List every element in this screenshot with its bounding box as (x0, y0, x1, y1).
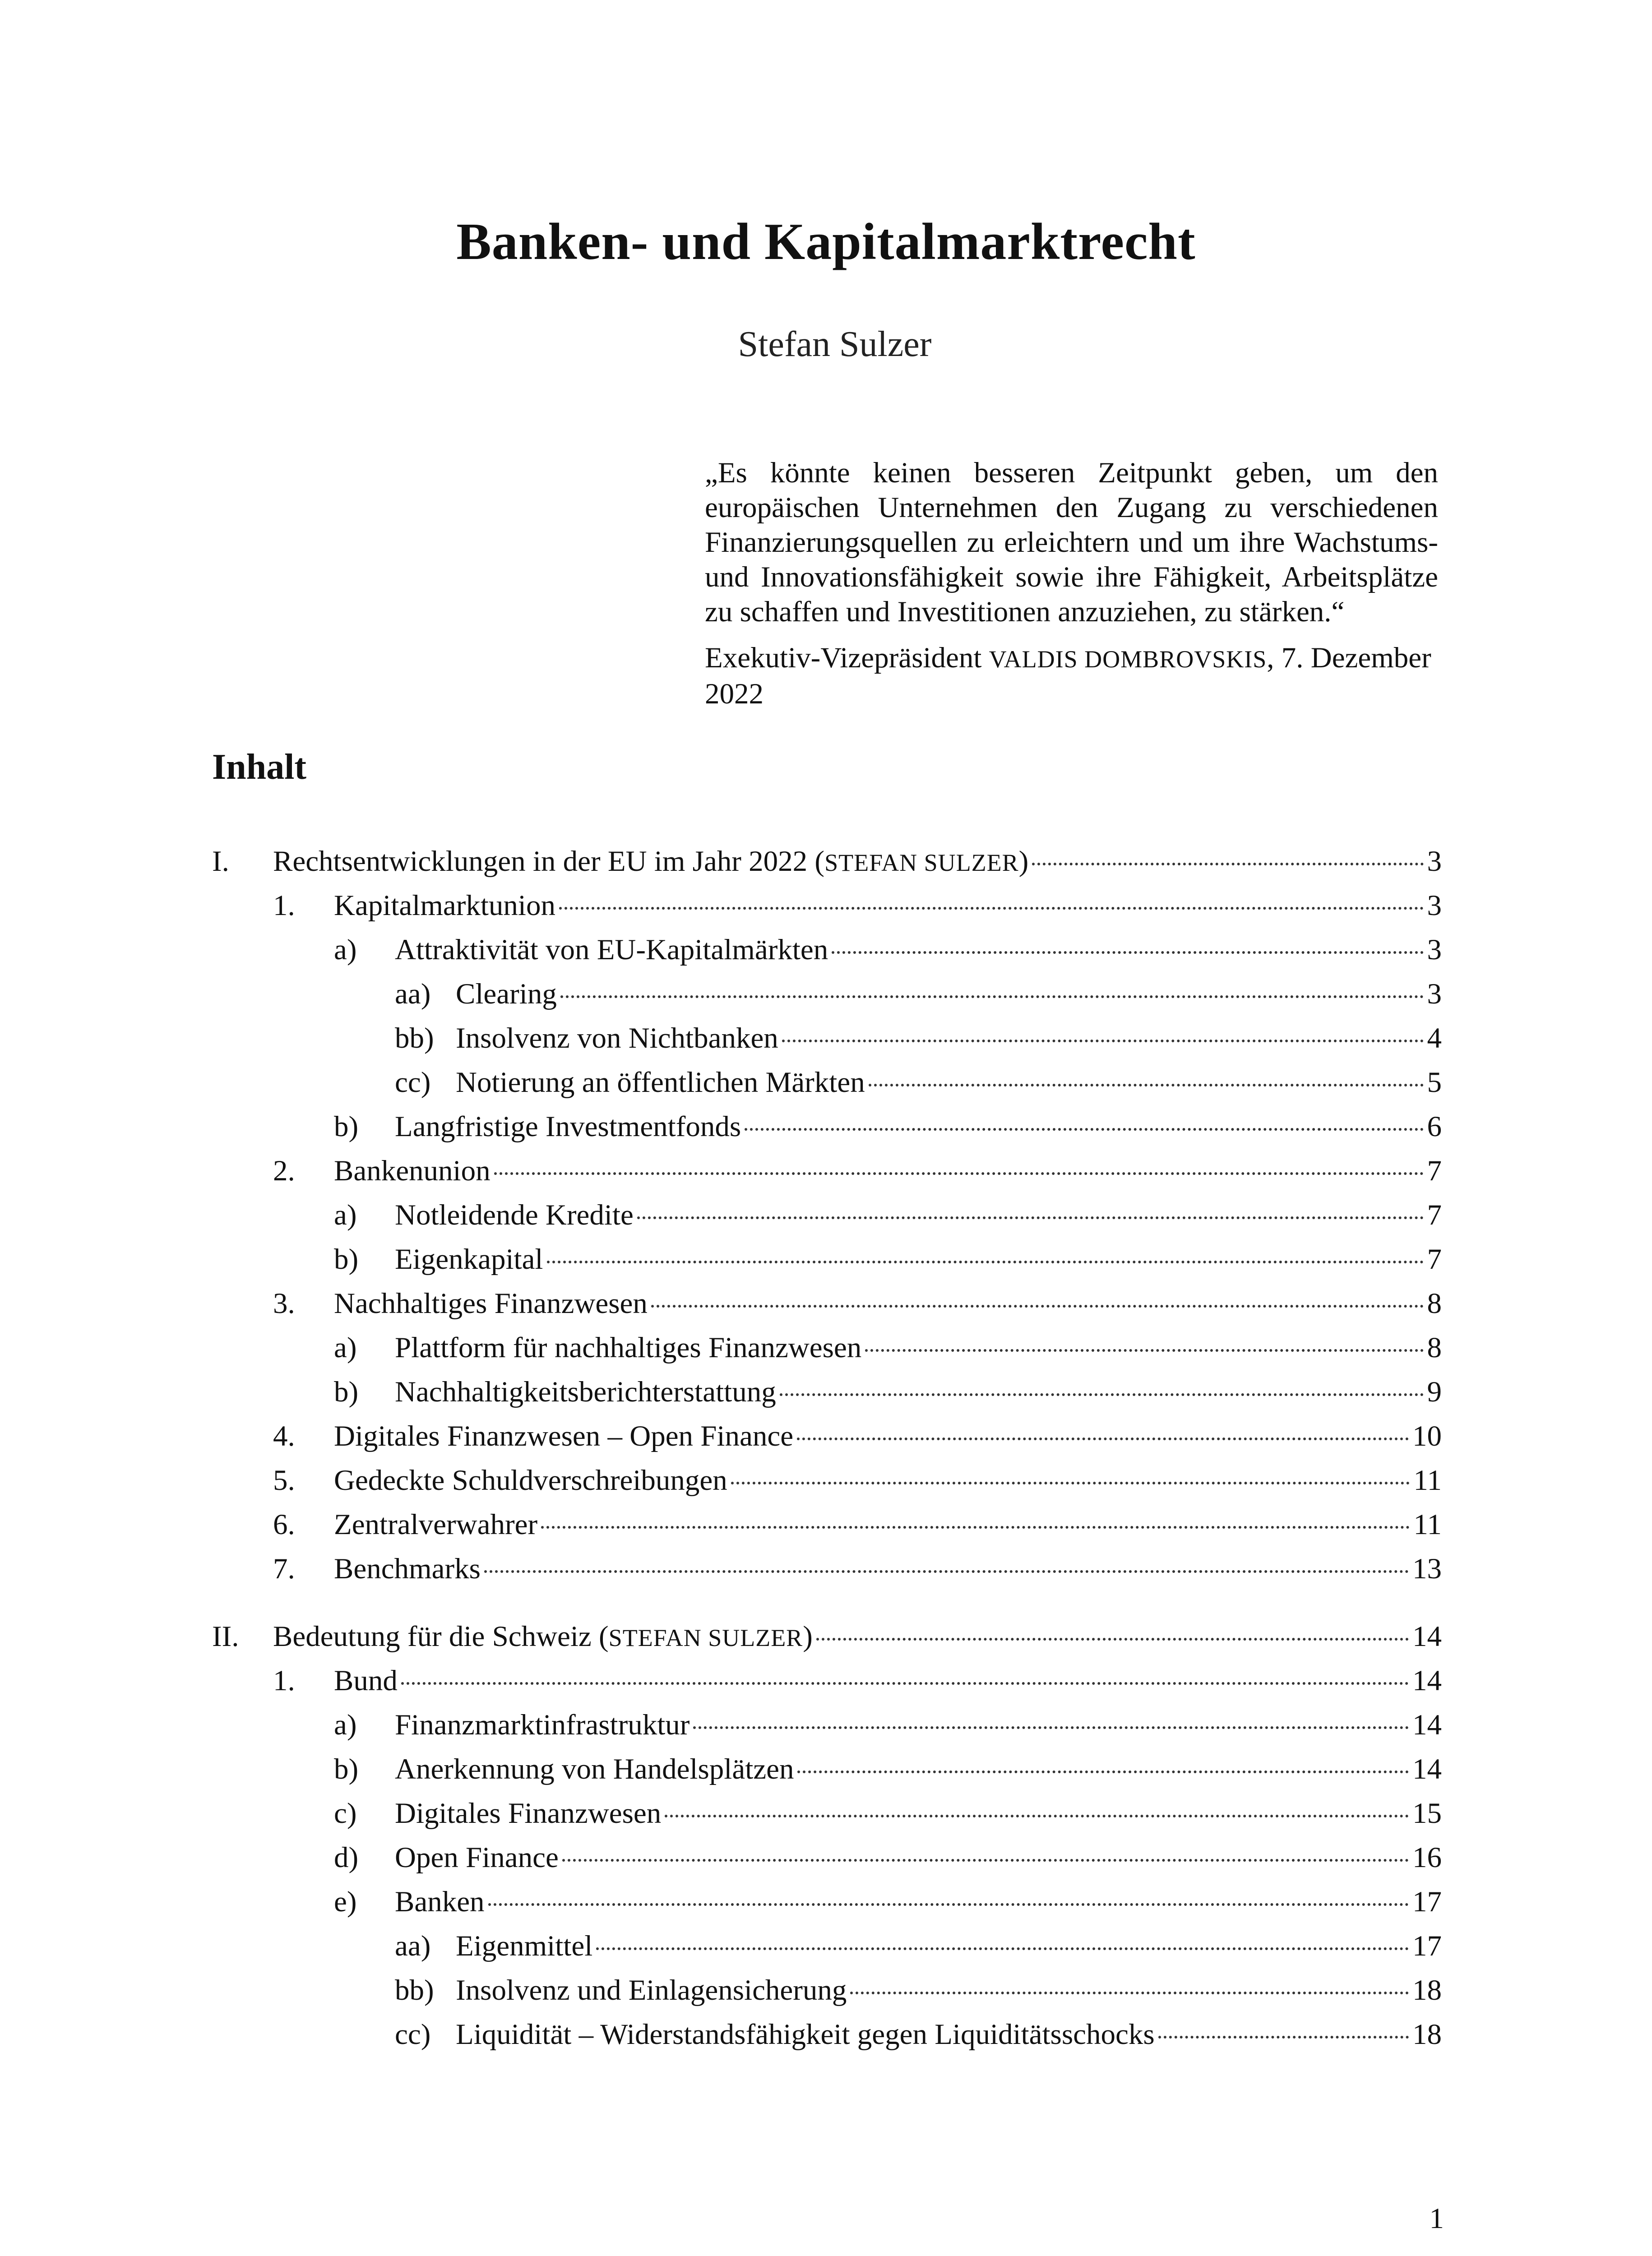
toc-entry[interactable] (212, 1105, 1442, 1149)
toc-entry-title: Banken (395, 1885, 485, 1918)
toc-entry[interactable] (212, 1659, 1442, 1703)
epigraph-source-prefix: Exekutiv-Vizepräsident (705, 642, 989, 674)
toc-entry-label (395, 1752, 794, 1786)
toc-entry-page: 14 (1412, 1620, 1442, 1653)
toc-entry-title: Benchmarks (334, 1552, 481, 1585)
toc-entry-page: 8 (1427, 1331, 1442, 1364)
toc-entry-number: b) (334, 1375, 359, 1408)
toc-entry-page: 5 (1427, 1066, 1442, 1099)
toc-entry-author: STEFAN SULZER (824, 849, 1019, 876)
toc-entry-number: a) (334, 1331, 357, 1364)
toc-entry-number: II. (212, 1620, 239, 1653)
toc-entry-number: b) (334, 1243, 359, 1276)
toc-entry-page: 13 (1412, 1552, 1442, 1585)
toc-entry-title: Gedeckte Schuldverschreibungen (334, 1464, 727, 1497)
toc-entry[interactable] (212, 1880, 1442, 1924)
toc-entry[interactable] (212, 1614, 1442, 1659)
toc-entry[interactable] (212, 1502, 1442, 1547)
toc-entry-title: Notleidende Kredite (395, 1198, 634, 1231)
document-title: Banken- und Kapitalmarktrecht (456, 213, 1196, 271)
epigraph-source-name: VALDIS DOMBROVSKIS (989, 646, 1267, 673)
toc-entry[interactable] (212, 1370, 1442, 1414)
toc-entry[interactable] (212, 1414, 1442, 1458)
toc-dot-leader (541, 1526, 1410, 1529)
toc-dot-leader (562, 1859, 1409, 1862)
toc-entry[interactable] (212, 1747, 1442, 1791)
toc-entry-number: d) (334, 1841, 359, 1874)
toc-entry-title: Langfristige Investmentfonds (395, 1110, 741, 1143)
toc-entry-number: a) (334, 933, 357, 966)
toc-dot-leader (797, 1438, 1409, 1440)
toc-entry[interactable] (212, 2012, 1442, 2057)
toc-entry[interactable] (212, 883, 1442, 928)
toc-dot-leader (1032, 863, 1423, 865)
toc-entry[interactable] (212, 1703, 1442, 1747)
toc-entry-label (334, 1552, 481, 1586)
toc-entry-number: bb) (395, 1974, 434, 2006)
page-number: 1 (1429, 2202, 1444, 2235)
toc-entry-page: 14 (1412, 1664, 1442, 1697)
toc-entry[interactable] (212, 839, 1442, 883)
toc-entry-number: 6. (273, 1508, 295, 1541)
toc-entry-label (395, 1243, 543, 1276)
toc-entry-number: bb) (395, 1022, 434, 1054)
toc-entry-label (395, 933, 828, 967)
toc-entry-number: cc) (395, 2018, 431, 2051)
toc-entry-title: Anerkennung von Handelsplätzen (395, 1752, 794, 1785)
toc-entry-title: Digitales Finanzwesen (395, 1797, 662, 1830)
toc-entry-page: 17 (1412, 1929, 1442, 1962)
toc-entry-title: Digitales Finanzwesen – Open Finance (334, 1419, 794, 1452)
toc-entry-label (395, 1841, 559, 1875)
toc-entry-page: 3 (1427, 933, 1442, 966)
toc-entry-title: Rechtsentwicklungen in der EU im Jahr 2022 ( (273, 845, 825, 878)
toc-entry-number: aa) (395, 977, 431, 1010)
toc-entry-page: 17 (1412, 1885, 1442, 1918)
author-name: Stefan Sulzer (738, 324, 932, 364)
toc-entry-page: 7 (1427, 1243, 1442, 1276)
toc-entry-title: Bund (334, 1664, 398, 1697)
toc-entry-page: 10 (1412, 1419, 1442, 1452)
toc-dot-leader (731, 1482, 1410, 1484)
epigraph-source (705, 641, 1438, 712)
toc-entry-title: Zentralverwahrer (334, 1508, 538, 1541)
toc-entry-page: 14 (1412, 1752, 1442, 1785)
toc-entry-label (395, 1885, 485, 1919)
toc-dot-leader (494, 1172, 1424, 1175)
toc-entry-title: Eigenmittel (456, 1929, 593, 1962)
toc-entry-label (334, 1664, 398, 1698)
toc-heading: Inhalt (212, 747, 306, 787)
epigraph-source-suffix: , 7. Dezember 2022 (705, 642, 1431, 710)
toc-entry-number: 4. (273, 1419, 295, 1452)
toc-entry-label (456, 2018, 1155, 2052)
toc-dot-leader (816, 1638, 1409, 1641)
toc-entry-page: 4 (1427, 1022, 1442, 1054)
toc-entry-title-end: ) (1018, 845, 1029, 878)
toc-entry-title: Nachhaltigkeitsberichterstattung (395, 1375, 776, 1408)
toc-entry-title: Attraktivität von EU-Kapitalmärkten (395, 933, 828, 966)
toc-entry-label (334, 1464, 727, 1498)
toc-entry-page: 18 (1412, 1974, 1442, 2006)
toc-dot-leader (745, 1128, 1423, 1131)
toc-entry-number: e) (334, 1885, 357, 1918)
toc-entry-title: Bankenunion (334, 1154, 491, 1187)
toc-entry-number: I. (212, 845, 229, 878)
epigraph-quote: „Es könnte keinen besseren Zeitpunkt geben, um den europäischen Unternehmen den Zugang zu verschiedenen Finanzierungsquellen zu erleichtern und um ihre Wachstums- und Innovationsfähigkeit sowie ihre Fähigkeit, Arbeitsplätze zu schaffen und Investitionen anzuziehen, zu stärken.“ (705, 457, 1438, 628)
toc-entry-page: 11 (1413, 1508, 1442, 1541)
toc-dot-leader (1158, 2036, 1409, 2039)
toc-entry-number: 1. (273, 889, 295, 922)
toc-entry-number: 7. (273, 1552, 295, 1585)
toc-entry-title: Clearing (456, 977, 557, 1010)
toc-dot-leader (401, 1682, 1409, 1685)
toc-entry-page: 7 (1427, 1198, 1442, 1231)
toc-entry-label (456, 1022, 778, 1055)
toc-entry[interactable] (212, 1149, 1442, 1193)
toc-entry-title: Bedeutung für die Schweiz ( (273, 1620, 609, 1653)
toc-entry-label (395, 1198, 634, 1232)
toc-entry-page: 8 (1427, 1287, 1442, 1320)
toc-entry-page: 11 (1413, 1464, 1442, 1497)
toc-entry-number: 1. (273, 1664, 295, 1697)
toc-entry-label (334, 1419, 793, 1453)
toc-entry[interactable] (212, 1968, 1442, 2012)
toc-entry-label (273, 845, 1028, 878)
toc-entry[interactable] (212, 972, 1442, 1016)
toc-dot-leader (832, 951, 1423, 954)
toc-entry-title: Plattform für nachhaltiges Finanzwesen (395, 1331, 862, 1364)
toc-entry-label (334, 1154, 491, 1188)
toc-entry[interactable] (212, 1281, 1442, 1326)
toc-entry-number: cc) (395, 1066, 431, 1099)
toc-entry-label (456, 1974, 847, 2007)
toc-dot-leader (782, 1040, 1424, 1042)
toc-entry-title: Insolvenz von Nichtbanken (456, 1022, 778, 1054)
toc-entry-number: b) (334, 1752, 359, 1785)
toc-dot-leader (865, 1349, 1423, 1352)
toc-dot-leader (559, 907, 1424, 910)
toc-entry-title: Nachhaltiges Finanzwesen (334, 1287, 648, 1320)
toc-entry-label (334, 1508, 537, 1542)
toc-entry-page: 15 (1412, 1797, 1442, 1830)
toc-entry-title: Finanzmarktinfrastruktur (395, 1708, 690, 1741)
toc-entry-label (395, 1375, 776, 1409)
toc-entry-number: 5. (273, 1464, 295, 1497)
toc-entry-page: 6 (1427, 1110, 1442, 1143)
toc-entry-page: 14 (1412, 1708, 1442, 1741)
toc-entry[interactable] (212, 1547, 1442, 1591)
toc-entry-page: 3 (1427, 845, 1442, 878)
toc-entry-page: 7 (1427, 1154, 1442, 1187)
toc-entry-page: 16 (1412, 1841, 1442, 1874)
toc-entry-label (395, 1110, 741, 1144)
toc-entry[interactable] (212, 928, 1442, 972)
toc-entry-label (456, 977, 557, 1011)
toc-entry-label (334, 1287, 648, 1321)
toc-entry-page: 3 (1427, 889, 1442, 922)
epigraph (705, 456, 1438, 712)
toc-entry-title: Liquidität – Widerstandsfähigkeit gegen Liquiditätsschocks (456, 2018, 1155, 2051)
toc-entry-number: 3. (273, 1287, 295, 1320)
toc-entry-number: 2. (273, 1154, 295, 1187)
toc-entry[interactable] (212, 1924, 1442, 1968)
toc-entry-title: Open Finance (395, 1841, 559, 1874)
toc-entry-label (273, 1620, 813, 1654)
toc-dot-leader (637, 1216, 1424, 1219)
toc-dot-leader (850, 1992, 1409, 1994)
toc-entry-title: Eigenkapital (395, 1243, 543, 1276)
table-of-contents (212, 839, 1442, 2057)
toc-dot-leader (547, 1261, 1424, 1263)
toc-dot-leader (484, 1570, 1409, 1573)
toc-dot-leader (869, 1084, 1424, 1086)
toc-entry-title: Insolvenz und Einlagensicherung (456, 1974, 847, 2006)
toc-dot-leader (780, 1393, 1424, 1396)
toc-entry-title-end: ) (803, 1620, 813, 1653)
toc-entry-title: Notierung an öffentlichen Märkten (456, 1066, 865, 1099)
toc-entry-author: STEFAN SULZER (608, 1624, 803, 1651)
toc-entry-label (456, 1066, 865, 1100)
toc-entry-label (395, 1331, 861, 1365)
toc-entry-page: 3 (1427, 977, 1442, 1010)
toc-entry-title: Kapitalmarktunion (334, 889, 555, 922)
toc-entry-label (334, 889, 555, 923)
toc-entry-label (456, 1929, 592, 1963)
toc-entry-number: a) (334, 1198, 357, 1231)
toc-dot-leader (560, 995, 1424, 998)
toc-dot-leader (797, 1771, 1409, 1773)
toc-entry-label (395, 1797, 661, 1831)
toc-entry[interactable] (212, 1835, 1442, 1880)
toc-dot-leader (693, 1726, 1409, 1729)
toc-entry[interactable] (212, 1237, 1442, 1281)
toc-entry[interactable] (212, 1791, 1442, 1835)
toc-entry[interactable] (212, 1060, 1442, 1105)
toc-entry[interactable] (212, 1458, 1442, 1502)
toc-entry-label (395, 1708, 689, 1742)
toc-entry-number: a) (334, 1708, 357, 1741)
toc-entry[interactable] (212, 1016, 1442, 1060)
toc-entry-page: 18 (1412, 2018, 1442, 2051)
toc-entry[interactable] (212, 1193, 1442, 1237)
toc-entry-page: 9 (1427, 1375, 1442, 1408)
toc-dot-leader (651, 1305, 1424, 1308)
toc-entry-number: c) (334, 1797, 357, 1830)
toc-dot-leader (596, 1947, 1409, 1950)
toc-dot-leader (665, 1815, 1409, 1817)
toc-entry-number: aa) (395, 1929, 431, 1962)
toc-dot-leader (488, 1903, 1409, 1906)
toc-entry-number: b) (334, 1110, 359, 1143)
toc-entry[interactable] (212, 1326, 1442, 1370)
